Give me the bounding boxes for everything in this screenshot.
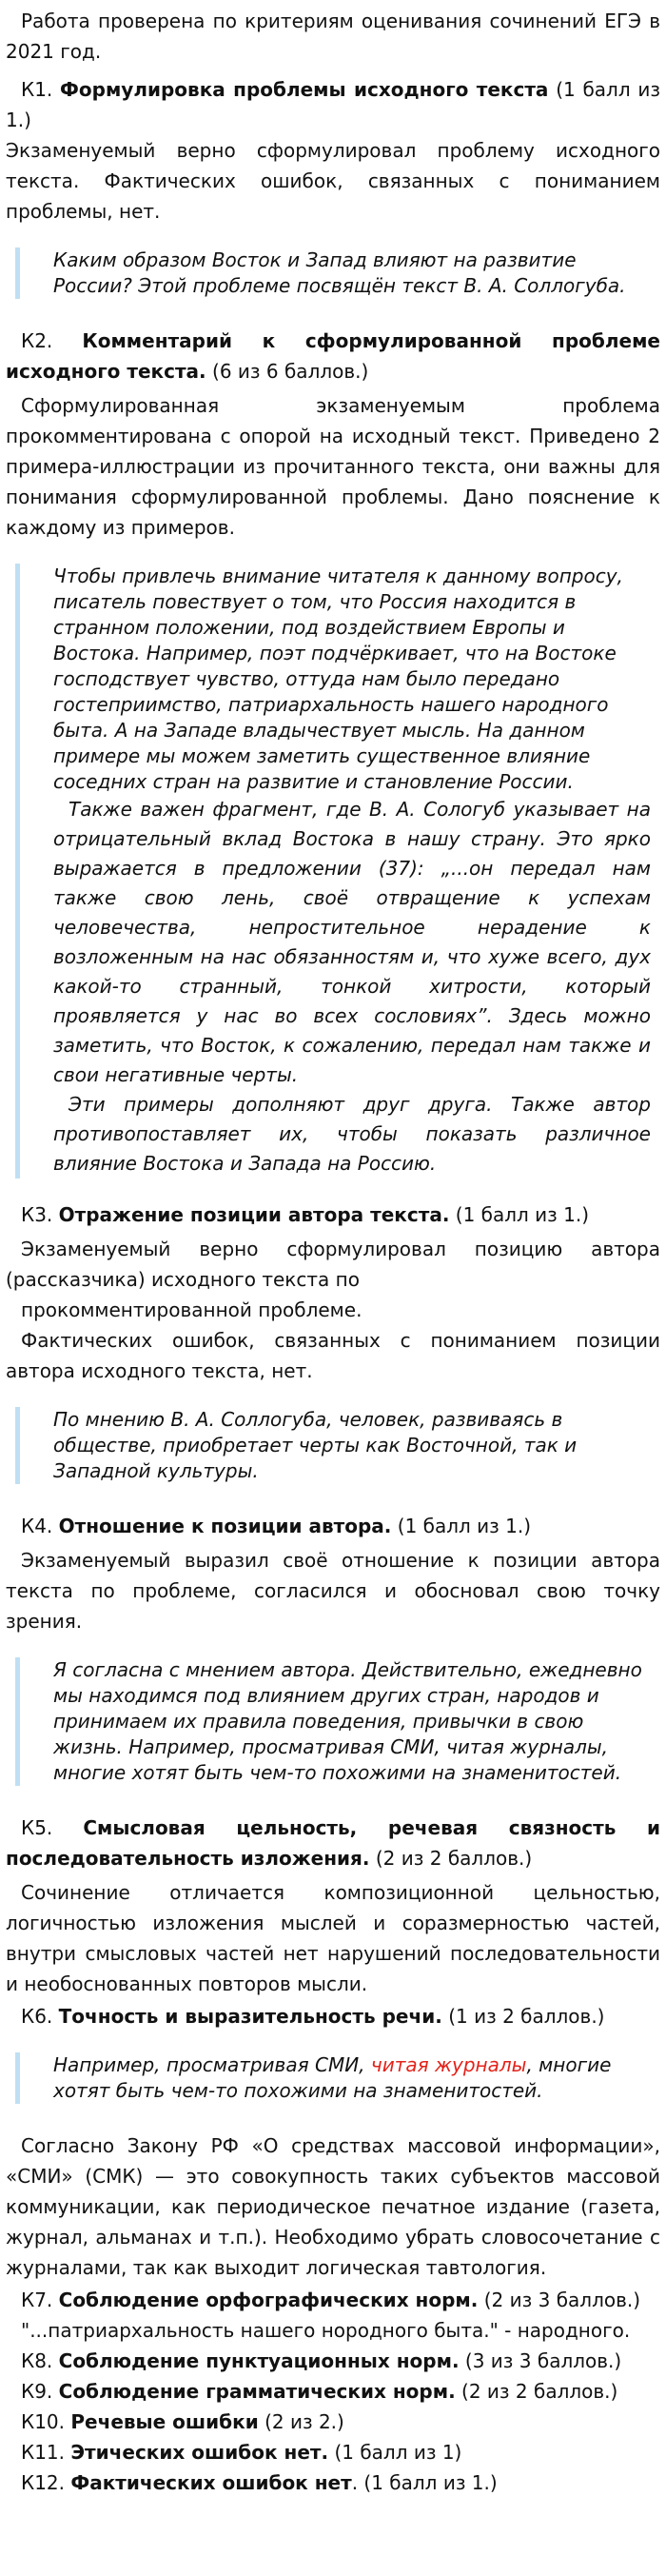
- intro-text: Работа проверена по критериям оценивания сочинений ЕГЭ в 2021 год.: [6, 10, 660, 63]
- criterion-k10-code: К10.: [21, 2410, 66, 2433]
- criterion-k8-title: Соблюдение пунктуационных норм.: [58, 2349, 460, 2372]
- criterion-k12-score: . (1 балл из 1.): [351, 2471, 498, 2494]
- criterion-k7-title: Соблюдение орфографических норм.: [58, 2289, 479, 2311]
- criterion-k2-quote-p3: Эти примеры дополняют друг друга. Также автор противопоставляет их, чтобы показать различное влияние Востока и Запада на Россию.: [53, 1093, 651, 1175]
- criterion-k4-title: Отношение к позиции автора.: [58, 1515, 392, 1537]
- criterion-k4-code: К4.: [21, 1515, 53, 1537]
- criterion-k2-quote-p1: Чтобы привлечь внимание читателя к данному вопросу, писатель повествует о том, что Россия находится в странном положении, под воздействием Европы и Востока. Например, поэт подчёркивает, что на Востоке господствует чувство, оттуда нам было передано гостеприимство, патриархальность нашего народного быта. А на Западе владычествует мысль. На данном примере мы можем заметить существенное влияние соседних стран на развитие и становление России.: [53, 565, 623, 793]
- criterion-k3: [6, 1199, 660, 1230]
- criterion-k6-score: (1 из 2 баллов.): [448, 2005, 605, 2028]
- criterion-k12-code: К12.: [21, 2471, 66, 2494]
- criterion-k2-score: (6 из 6 баллов.): [212, 360, 369, 383]
- criterion-k2-quote-p2: Также важен фрагмент, где В. А. Сологуб указывает на отрицательный вклад Востока в нашу страну. Это ярко выражается в предложении (37): „...он передал нам также свою лень, своё отвращение к успехам человечества, непростительное нерадение к возложенным на нас обязанностям и, что хуже всего, дух какой-то странный, тонкой хитрости, который проявляется у нас во всех сословиях”. Здесь можно заметить, что Восток, к сожалению, передал нам также и свои негативные черты.: [53, 798, 651, 1086]
- criterion-k7-code: К7.: [21, 2289, 53, 2311]
- criterion-k6: [6, 2001, 660, 2031]
- criterion-k1-quote-text: Каким образом Восток и Запад влияют на развитие России? Этой проблеме посвящён текст В. А. Соллогуба.: [53, 248, 626, 297]
- criterion-k11: [6, 2437, 660, 2467]
- criterion-k2-code: К2.: [21, 329, 53, 352]
- criterion-k3-comment2: Фактических ошибок, связанных с пониманием позиции автора исходного текста, нет.: [6, 1329, 660, 1382]
- criterion-k6-code: К6.: [21, 2005, 53, 2028]
- criterion-k12-title: Фактических ошибок нет: [70, 2471, 352, 2494]
- criterion-k10-title: Речевые ошибки: [70, 2410, 259, 2433]
- criterion-k7: [6, 2285, 660, 2315]
- criterion-k4: [6, 1511, 660, 1541]
- criterion-k7-comment: "...патриархальность нашего нородного быта." - народного.: [21, 2319, 631, 2342]
- criterion-k5-code: К5.: [21, 1816, 53, 1839]
- criterion-k6-quote: [15, 2052, 660, 2104]
- criterion-k7-score: (2 из 3 баллов.): [483, 2289, 641, 2311]
- criterion-k3-score: (1 балл из 1.): [455, 1203, 590, 1226]
- criterion-k6-quote-before: Например, просматривая СМИ,: [53, 2053, 371, 2076]
- criterion-k9-title: Соблюдение грамматических норм.: [58, 2380, 456, 2403]
- criterion-k2: [6, 326, 660, 386]
- criterion-k4-comment: Экзаменуемый выразил своё отношение к позиции автора текста по проблеме, согласился и обосновал свою точку зрения.: [6, 1549, 660, 1633]
- criterion-k10: [6, 2407, 660, 2437]
- criterion-k1-quote: [15, 248, 660, 299]
- criterion-k5-comment: Сочинение отличается композиционной цельностью, логичностью изложения мыслей и соразмерностью частей, внутри смысловых частей нет нарушений последовательности и необоснованных повторов мысли.: [6, 1881, 660, 1995]
- criterion-k3-comment-line1: Экзаменуемый верно сформулировал позицию автора: [21, 1238, 660, 1260]
- criterion-k12: [6, 2467, 660, 2498]
- criterion-k6-quote-after: , многие хотят быть чем-то похожими на знаменитостей.: [53, 2053, 612, 2102]
- criterion-k6-quote-text: [53, 2052, 651, 2104]
- criterion-k11-code: К11.: [21, 2441, 66, 2464]
- criterion-k5: [6, 1813, 660, 1873]
- criterion-k5-score: (2 из 2 баллов.): [375, 1847, 533, 1870]
- criterion-k2-title: Комментарий к сформулированной проблеме исходного текста.: [6, 329, 660, 383]
- criterion-k1-score: (1 балл из 1.): [6, 78, 661, 131]
- criterion-k5-title: Смысловая цельность, речевая связность и последовательность изложения.: [6, 1816, 660, 1870]
- criterion-k4-quote-text: Я согласна с мнением автора. Действительно, ежедневно мы находимся под влиянием других стран, народов и принимаем их правила поведения, привычки в свою жизнь. Например, просматривая СМИ, читая журналы, многие хотят быть чем-то похожими на знаменитостей.: [53, 1658, 642, 1784]
- criterion-k1-code: К1.: [21, 78, 53, 101]
- criterion-k3-code: К3.: [21, 1203, 53, 1226]
- criterion-k4-score: (1 балл из 1.): [397, 1515, 532, 1537]
- criterion-k8-code: К8.: [21, 2349, 53, 2372]
- criterion-k9: [6, 2376, 660, 2407]
- criterion-k1: [6, 74, 660, 135]
- criterion-k3-quote-text: По мнению В. А. Соллогуба, человек, развиваясь в обществе, приобретает черты как Восточной, так и Западной культуры.: [53, 1408, 578, 1482]
- criterion-k6-title: Точность и выразительность речи.: [58, 2005, 442, 2028]
- criterion-k3-quote: [15, 1407, 660, 1484]
- criterion-k4-quote: [15, 1657, 660, 1786]
- criterion-k3-comment-line2: (рассказчика) исходного текста по: [6, 1268, 360, 1291]
- criterion-k1-comment: Экзаменуемый верно сформулировал проблему исходного текста. Фактических ошибок, связанных с пониманием проблемы, нет.: [6, 139, 660, 223]
- criterion-k2-quote: [15, 564, 660, 1179]
- criterion-k8-score: (3 из 3 баллов.): [464, 2349, 622, 2372]
- criterion-k10-score: (2 из 2.): [264, 2410, 344, 2433]
- criterion-k6-comment: Согласно Закону РФ «О средствах массовой информации», «СМИ» (СМК) — это совокупность таких субъектов массовой коммуникации, как периодическое печатное издание (газета, журнал, альманах и т.п.). Необходимо убрать словосочетание с журналами, так как выходит логическая тавтология.: [6, 2134, 660, 2279]
- criterion-k9-score: (2 из 2 баллов.): [461, 2380, 618, 2403]
- criterion-k3-comment-line3: прокомментированной проблеме.: [21, 1298, 362, 1321]
- criterion-k11-score: (1 балл из 1): [334, 2441, 462, 2464]
- criterion-k8: [6, 2346, 660, 2376]
- criterion-k11-title: Этических ошибок нет.: [70, 2441, 329, 2464]
- criterion-k3-title: Отражение позиции автора текста.: [58, 1203, 450, 1226]
- criterion-k6-quote-error: читая журналы: [370, 2053, 527, 2076]
- criterion-k2-comment: Сформулированная экзаменуемым проблема прокомментирована с опорой на исходный текст. Приведено 2 примера-иллюстрации из прочитанного текста, они важны для понимания сформулированной проблемы. Дано пояснение к каждому из примеров.: [6, 394, 660, 539]
- criterion-k1-title: Формулировка проблемы исходного текста: [60, 78, 549, 101]
- criterion-k9-code: К9.: [21, 2380, 53, 2403]
